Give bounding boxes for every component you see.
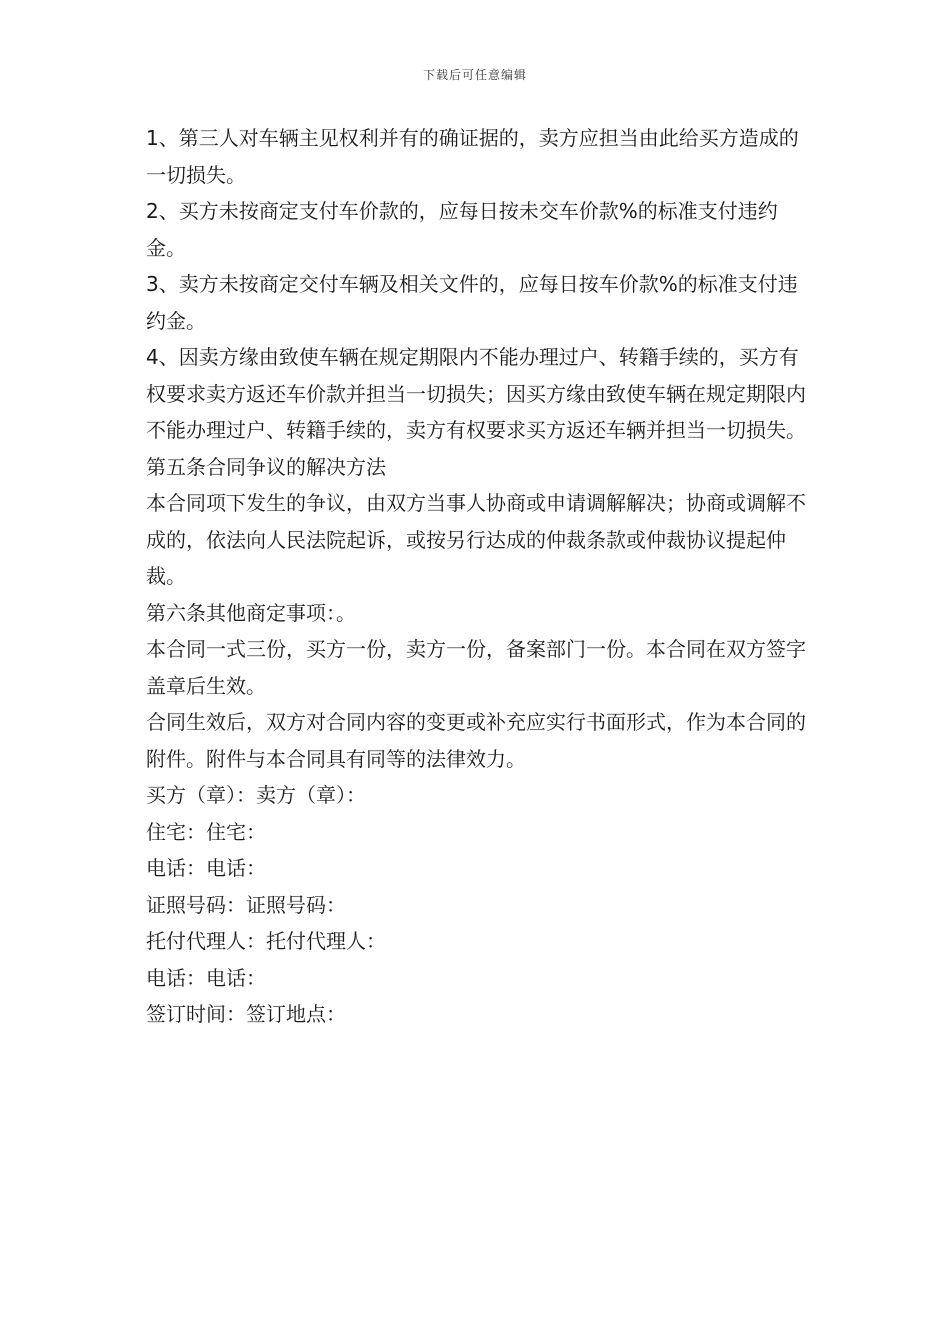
signature-line-agent: 托付代理人：托付代理人： — [146, 929, 386, 953]
clause-buyer-payment-penalty: 2、买方未按商定支付车价款的，应每日按未交车价款%的标准支付违约金。 — [146, 199, 778, 260]
page-header: 下载后可任意编辑 — [422, 68, 527, 82]
clause-third-party-rights: 1、第三人对车辆主见权利并有的确证据的，卖方应担当由此给买方造成的一切损失。 — [146, 126, 799, 187]
signature-line-date-place: 签订时间：签订地点： — [146, 1002, 346, 1026]
section-heading-dispute: 第五条合同争议的解决方法 — [146, 454, 386, 479]
section-heading-other-matters: 第六条其他商定事项：。 — [146, 600, 356, 625]
signature-line-phone: 电话：电话： — [146, 856, 266, 880]
clause-dispute-resolution: 本合同项下发生的争议，由双方当事人协商或申请调解解决；协商或调解不成的，依法向人民法院起诉，或按另行达成的仲裁条款或仲裁协议提起仲裁。 — [146, 491, 806, 588]
signature-line-seal: 买方（章）：卖方（章）： — [146, 783, 366, 807]
clause-copies: 本合同一式三份，买方一份，卖方一份，备案部门一份。本合同在双方签字盖章后生效。 — [146, 637, 806, 698]
clause-transfer-failure: 4、因卖方缘由致使车辆在规定期限内不能办理过户、转籍手续的，买方有权要求卖方返还车价款并担当一切损失；因买方缘由致使车辆在规定期限内不能办理过户、转籍手续的，卖方有权要求买方返还车辆并担当一切损失。 — [146, 345, 806, 442]
signature-line-id-number: 证照号码：证照号码： — [146, 892, 346, 917]
signature-line-agent-phone: 电话：电话： — [146, 965, 266, 990]
document-body — [146, 120, 814, 1033]
clause-amendments: 合同生效后，双方对合同内容的变更或补充应实行书面形式，作为本合同的附件。附件与本合同具有同等的法律效力。 — [146, 710, 806, 771]
signature-line-address: 住宅：住宅： — [146, 819, 266, 844]
clause-seller-delivery-penalty: 3、卖方未按商定交付车辆及相关文件的，应每日按车价款%的标准支付违约金。 — [146, 272, 798, 333]
